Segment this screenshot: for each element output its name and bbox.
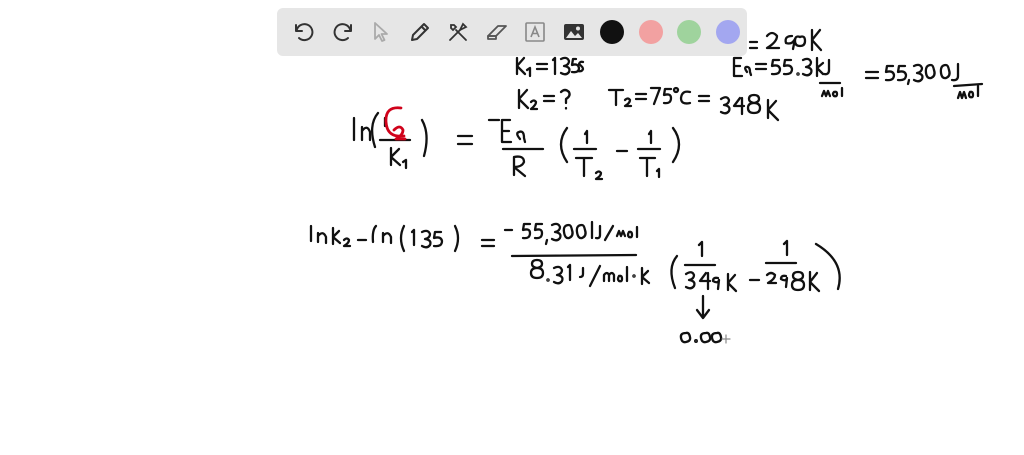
color-swatch-blue-dot	[716, 20, 740, 44]
select-icon	[369, 20, 393, 44]
tools-button[interactable]	[439, 12, 478, 52]
redo-button[interactable]	[324, 12, 363, 52]
line-ea	[734, 58, 982, 98]
color-swatch-green-dot	[677, 20, 701, 44]
color-swatch-red-dot	[639, 20, 663, 44]
eq1-rhs	[458, 120, 679, 179]
line-k1	[517, 58, 583, 76]
pen-icon	[408, 20, 432, 44]
color-swatch-blue[interactable]	[709, 12, 748, 52]
line-temp-t1	[750, 30, 821, 50]
eq2-lhs	[311, 226, 494, 251]
eq2-rhs	[505, 222, 840, 291]
color-swatch-green[interactable]	[670, 12, 709, 52]
redo-icon	[331, 20, 355, 44]
text-icon	[523, 20, 547, 44]
eq2-arrow	[697, 296, 709, 318]
undo-icon	[292, 20, 316, 44]
result-partial	[681, 333, 730, 343]
eq1-lhs	[354, 113, 427, 168]
tools-icon	[446, 20, 470, 44]
pen-tool[interactable]	[401, 12, 440, 52]
highlight-k2	[386, 108, 405, 139]
line-k2-t2	[519, 88, 778, 120]
undo-button[interactable]	[285, 12, 324, 52]
drawing-toolbar	[277, 8, 747, 56]
color-swatch-black[interactable]	[593, 12, 632, 52]
image-icon	[562, 20, 586, 44]
color-swatch-red[interactable]	[632, 12, 671, 52]
eraser-icon	[485, 20, 509, 44]
image-tool[interactable]	[555, 12, 594, 52]
select-tool[interactable]	[362, 12, 401, 52]
text-tool[interactable]	[516, 12, 555, 52]
color-swatch-black-dot	[600, 20, 624, 44]
eraser-tool[interactable]	[478, 12, 517, 52]
